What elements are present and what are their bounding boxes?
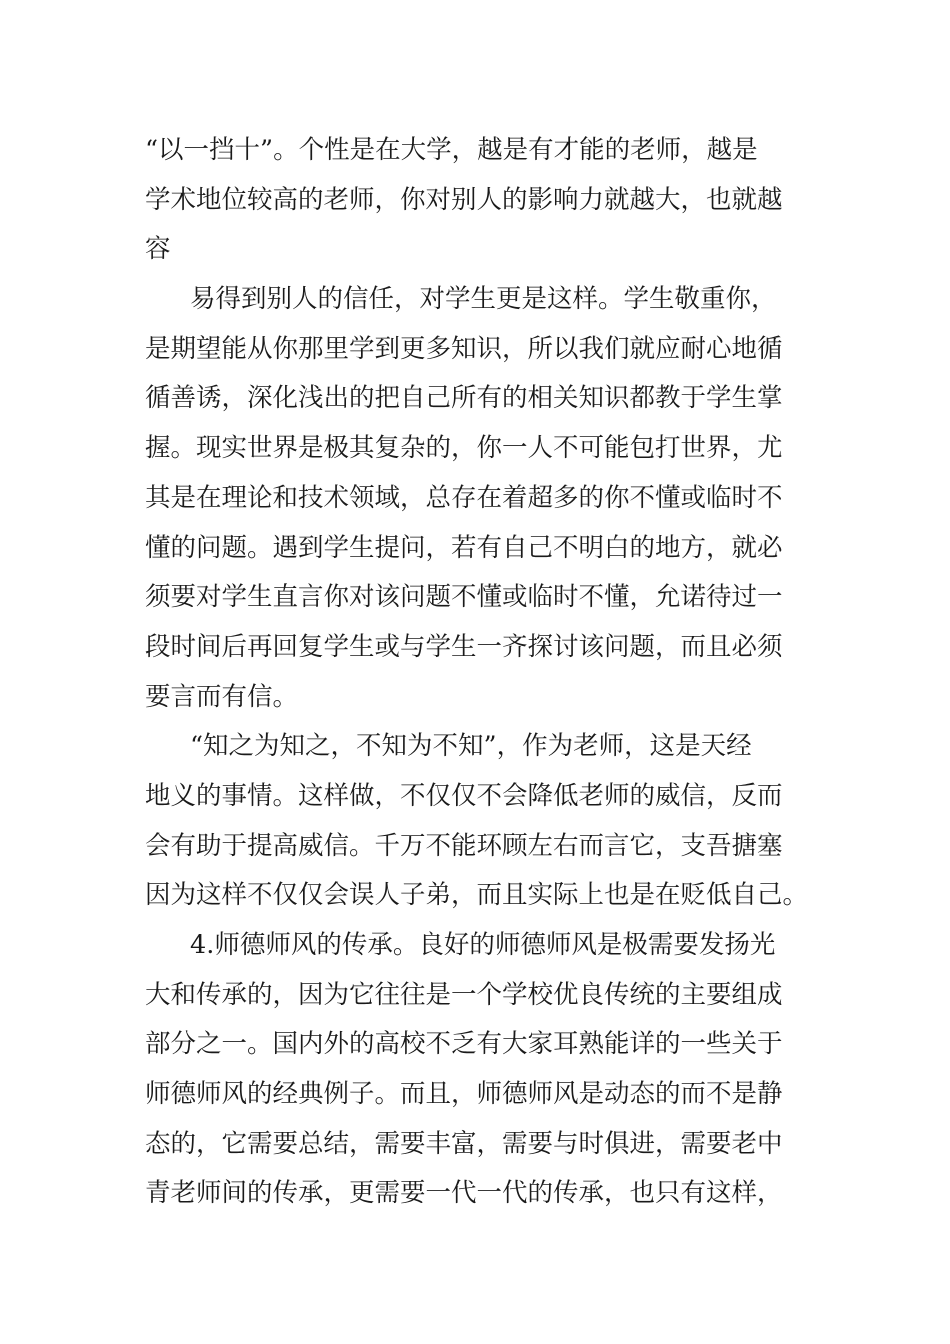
text-line: 大和传承的，因为它往往是一个学校优良传统的主要组成 — [145, 979, 783, 1010]
body-text — [145, 126, 815, 1219]
text-line: 地义的事情。这样做，不仅仅不会降低老师的威信，反而 — [145, 780, 783, 811]
text-line: 态的，它需要总结，需要丰富，需要与时俱进，需要老中 — [145, 1128, 783, 1159]
text-line: 段时间后再回复学生或与学生一齐探讨该问题，而且必须 — [145, 631, 783, 662]
text-line: 其是在理论和技术领域，总存在着超多的你不懂或临时不 — [145, 482, 783, 513]
text-line: 易得到别人的信任，对学生更是这样。学生敬重你， — [190, 284, 777, 315]
text-line: 要言而有信。 — [145, 681, 299, 712]
text-line: 学术地位较高的老师，你对别人的影响力就越大，也就越 — [145, 184, 783, 215]
text-line: 因为这样不仅仅会误人子弟，而且实际上也是在贬低自己。 — [145, 880, 809, 911]
text-line: 是期望能从你那里学到更多知识，所以我们就应耐心地循 — [145, 333, 783, 364]
text-line: “知之为知之，不知为不知”，作为老师，这是天经 — [190, 731, 752, 762]
text-line: 师德师风的经典例子。而且，师德师风是动态的而不是静 — [145, 1079, 783, 1110]
text-line: 会有助于提高威信。千万不能环顾左右而言它，支吾搪塞 — [145, 830, 783, 861]
text-line: 部分之一。国内外的高校不乏有大家耳熟能详的一些关于 — [145, 1029, 783, 1060]
text-line: “以一挡十”。个性是在大学，越是有才能的老师，越是 — [145, 135, 758, 165]
text-line: 青老师间的传承，更需要一代一代的传承，也只有这样， — [145, 1178, 783, 1209]
text-line: 4.师德师风的传承。良好的师德师风是极需要发扬光 — [190, 930, 776, 960]
text-line: 容 — [145, 234, 171, 265]
text-line: 须要对学生直言你对该问题不懂或临时不懂，允诺待过一 — [145, 582, 783, 613]
text-line: 懂的问题。遇到学生提问，若有自己不明白的地方，就必 — [145, 532, 783, 563]
text-line: 握。现实世界是极其复杂的，你一人不可能包打世界，尤 — [145, 433, 783, 464]
text-line: 循善诱，深化浅出的把自己所有的相关知识都教于学生掌 — [145, 383, 783, 414]
